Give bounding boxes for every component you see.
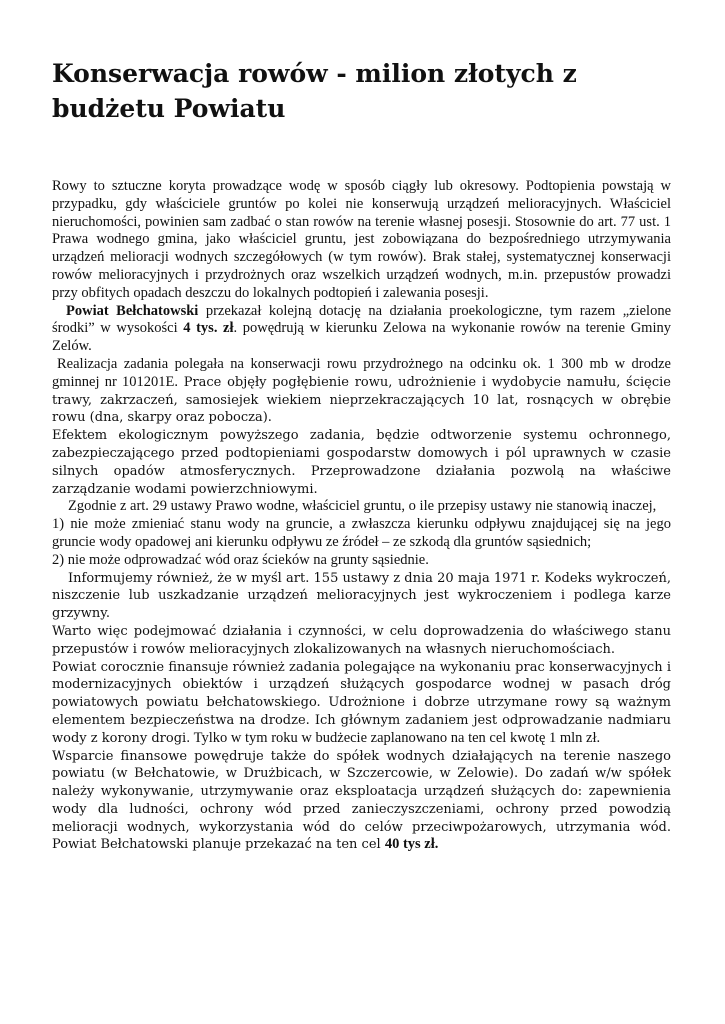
paragraph-county-funding: Powiat corocznie finansuje również zadania polegające na wykonaniu prac konserwacyjnych i modernizacyjnych obiektów i urządzeń służących gospodarce wodnej w pasach dróg powiatowych powiatu bełchatowskiego. Udrożnione i dobrze utrzymane rowy są ważnym elementem bezpieczeństwa na drodze. Ich głównym zadaniem jest odprowadzanie nadmiaru wody z korony drogi. Tylko w tym roku w budżecie zaplanowano na ten cel kwotę 1 mln zł. bbox=[52, 659, 671, 746]
paragraph-offence: Informujemy również, że w myśl art. 155 ustawy z dnia 20 maja 1971 r. Kodeks wykroczeń, niszczenie lub uszkadzanie urządzeń melioracyjnych jest wykroczeniem i podlega karze grzywny. bbox=[52, 570, 671, 622]
law-point-1: 1) nie może zmieniać stanu wody na gruncie, a zwłaszcza kierunku odpływu znajdującej się na jego gruncie wody opadowej ani kierunku odpływu ze źródeł – ze szkodą dla gruntów sąsiednich; bbox=[52, 516, 671, 550]
paragraph-water-companies: Wsparcie finansowe powędruje także do spółek wodnych działających na terenie naszego powiatu (w Bełchatowie, w Drużbicach, w Szczercowie, w Zelowie). Do zadań w/w spółek należy wykonywanie, utrzymywanie oraz eksploatacja urządzeń służących do: zapewnienia wody dla ludności, ochrony wód przed zanieczyszczeniami, ochrony przed powodzią melioracji wodnych, wykorzystania wód do celów przeciwpożarowych, utrzymania wód. Powiat Bełchatowski planuje przekazać na ten cel 40 tys zł. bbox=[52, 748, 671, 853]
article-title: Konserwacja rowów - milion złotych z budżetu Powiatu bbox=[52, 59, 577, 123]
article-body bbox=[52, 178, 671, 854]
county-name: Powiat Bełchatowski bbox=[66, 302, 199, 319]
paragraph-effect: Efektem ekologicznym powyższego zadania, będzie odtworzenie systemu ochronnego, zabezpieczającego przed podtopieniami gospodarstw domowych i pól uprawnych w czasie silnych opadów atmosferycznych. Przeprowadzone działania pozwolą na właściwe zarządzanie wodami powierzchniowymi. bbox=[52, 428, 671, 497]
paragraph-law: Zgodnie z art. 29 ustawy Prawo wodne, właściciel gruntu, o ile przepisy ustawy nie stanowią inaczej, bbox=[68, 498, 657, 515]
paragraph-grant: Powiat Bełchatowski przekazał kolejną dotację na działania proekologiczne, tym razem „zielone środki” w wysokości 4 tys. zł. powędrują w kierunku Zelowa na wykonanie rowów na terenie Gminy Zelów. bbox=[52, 302, 672, 355]
law-point-2: 2) nie może odprowadzać wód oraz ścieków na grunty sąsiednie. bbox=[52, 551, 429, 568]
grant-amount: 4 tys. zł bbox=[183, 320, 234, 337]
article bbox=[52, 56, 671, 854]
paragraph-realization: Realizacja zadania polegała na konserwacji rowu przydrożnego na odcinku ok. 1 300 mb w drodze gminnej nr 101201E. Prace objęły pogłębienie rowu, udrożnienie i wydobycie namułu, ścięcie trawy, zakrzaczeń, samosiejek wiekiem nieprzekraczających 10 lat, rosnących w obrębie rowu (dna, skarpy oraz pobocza). bbox=[52, 355, 671, 426]
paragraph-intro: Rowy to sztuczne koryta prowadzące wodę w sposób ciągły lub okresowy. Podtopienia powstają w przypadku, gdy właściciele gruntów po kolei nie konserwują urządzeń melioracyjnych. Właściciel nieruchomości, powinien sam zadbać o stan rowów na terenie własnej posesji. Stosownie do art. 77 ust. 1 Prawa wodnego gmina, jako właściciel gruntu, jest zobowiązana do bezpośredniego utrzymywania urządzeń melioracji wodnych szczegółowych (w tym rowów). Brak stałej, systematycznej konserwacji rowów melioracyjnych i przydrożnych oraz wszelkich urządzeń wodnych, m.in. przepustów prowadzi przy obfitych opadach deszczu do lokalnych podtopień i zalewania posesji. bbox=[52, 178, 671, 301]
support-amount: 40 tys zł. bbox=[384, 836, 439, 853]
paragraph-advice: Warto więc podejmować działania i czynności, w celu doprowadzenia do właściwego stanu przepustów i rowów melioracyjnych zlokalizowanych na własnych nieruchomościach. bbox=[52, 623, 671, 657]
